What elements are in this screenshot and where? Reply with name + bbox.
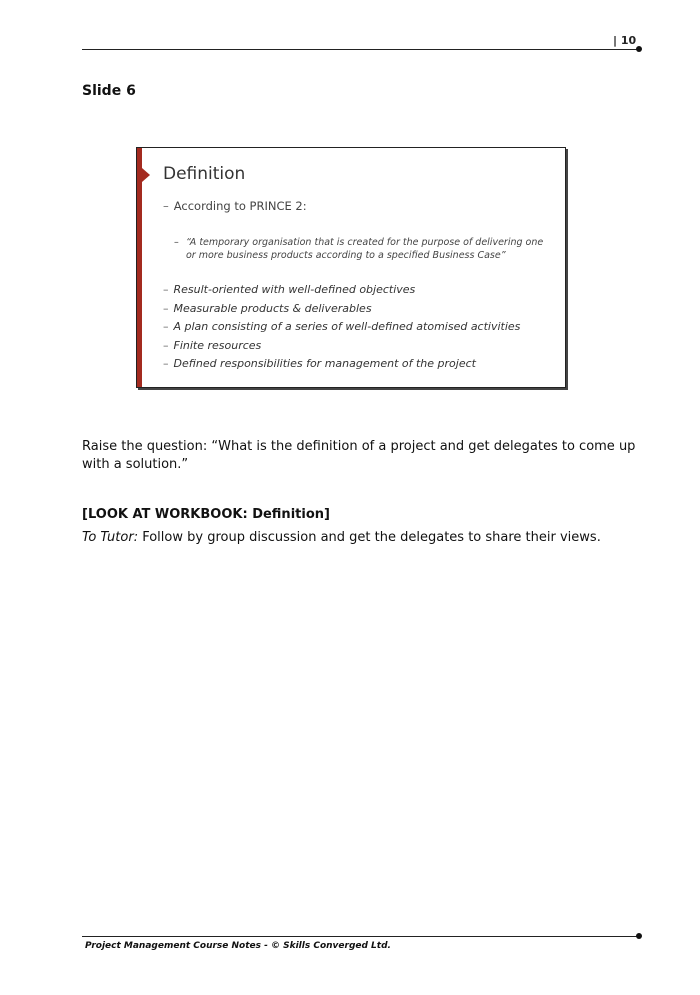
dash-bullet: – (163, 283, 169, 296)
slide-bullet (163, 318, 520, 337)
slide-bullet-list (163, 281, 520, 374)
page-number: | 10 (613, 34, 637, 47)
slide-bullet-text: Measurable products & deliverables (173, 301, 372, 315)
workbook-reference: [LOOK AT WORKBOOK: Definition] (82, 507, 330, 522)
slide-bullet (163, 355, 520, 374)
header-rule-end-dot (636, 46, 642, 52)
dash-bullet: – (174, 237, 179, 248)
slide-bullet (163, 300, 520, 319)
slide-bullet (163, 281, 520, 300)
footer-rule-end-dot (636, 933, 642, 939)
tutor-note (82, 529, 642, 547)
slide-bullet-text: A plan consisting of a series of well-defined atomised activities (173, 320, 521, 334)
slide-accent-bar (137, 148, 142, 387)
dash-bullet: – (163, 199, 169, 213)
slide-bullet-text: Defined responsibilities for management of the project (173, 357, 476, 371)
slide-thumbnail (136, 147, 566, 388)
dash-bullet: – (163, 301, 169, 315)
slide-subheading-text: According to PRINCE 2: (173, 199, 307, 213)
dash-bullet: – (163, 338, 169, 352)
slide-label: Slide 6 (82, 83, 136, 99)
slide-quote-text: “A temporary organisation that is created for the purpose of delivering one or more business products according to a specified Business Case” (186, 237, 544, 261)
dash-bullet: – (163, 357, 169, 371)
slide-quote (174, 236, 554, 262)
header-rule (82, 49, 639, 50)
slide-bullet-text: Finite resources (173, 338, 262, 352)
slide-bullet-text: Result-oriented with well-defined objectives (173, 283, 416, 296)
footer-text: Project Management Course Notes - © Skills Converged Ltd. (85, 941, 391, 951)
tutor-note-text: Follow by group discussion and get the delegates to share their views. (138, 530, 601, 545)
slide-bullet (163, 337, 520, 356)
slide-arrow-marker (142, 168, 150, 182)
footer-rule (82, 936, 639, 937)
tutor-note-lead: To Tutor: (82, 530, 139, 545)
slide-subheading (163, 199, 307, 213)
dash-bullet: – (163, 320, 169, 334)
question-paragraph: Raise the question: “What is the definition of a project and get delegates to come up with a solution.” (82, 439, 636, 472)
slide-title: Definition (163, 164, 246, 184)
